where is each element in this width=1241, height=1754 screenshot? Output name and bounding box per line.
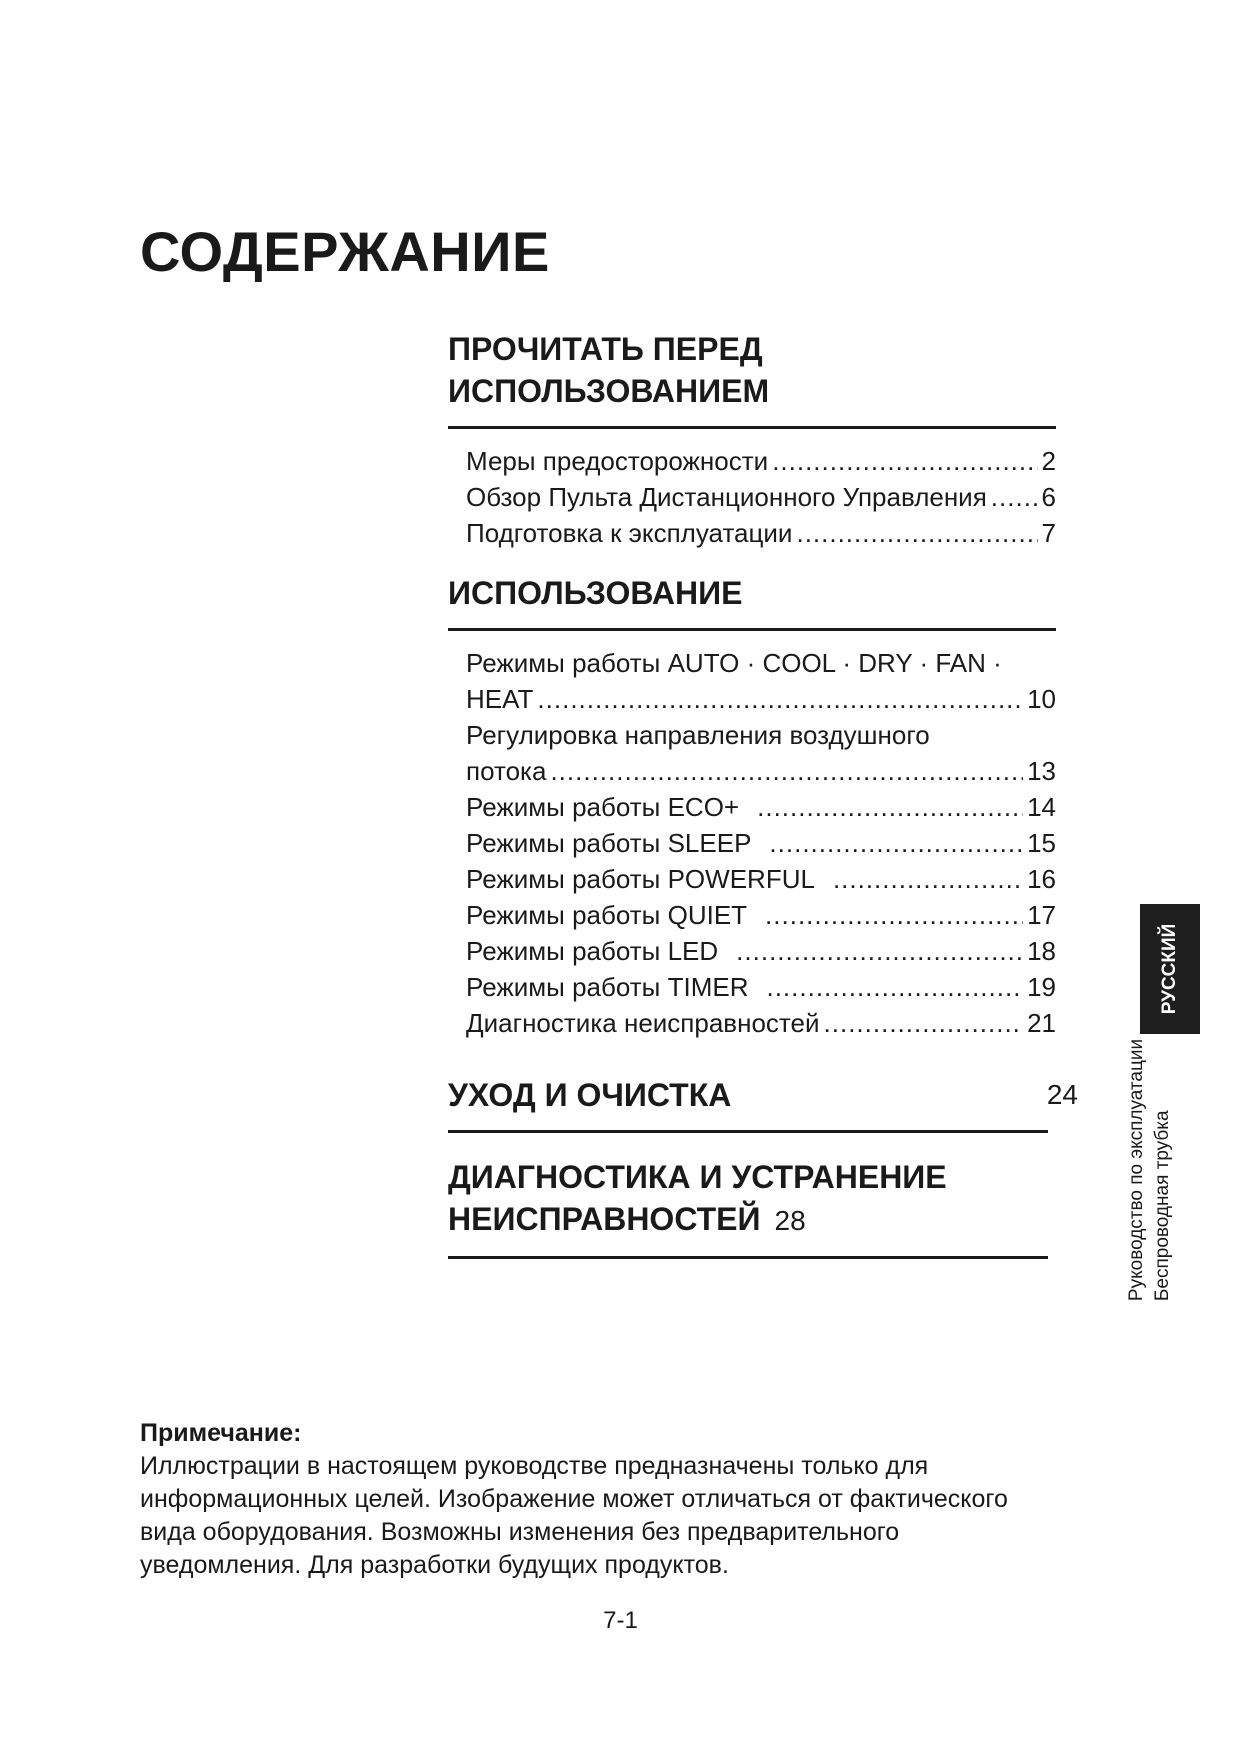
section-title-line: ИСПОЛЬЗОВАНИЕМ [448, 373, 770, 409]
section-usage [448, 572, 1056, 1041]
note [140, 1416, 1120, 1582]
section-title-line: ПРОЧИТАТЬ ПЕРЕД [448, 331, 763, 367]
toc-item[interactable] [466, 515, 1056, 551]
toc-item-label: Режимы работы TIMER [466, 972, 749, 1002]
toc-item-page: 19 [1027, 972, 1056, 1002]
toc-item[interactable] [466, 789, 1056, 825]
language-tab [1140, 904, 1200, 1034]
leader-dots [772, 443, 1037, 479]
toc-item[interactable] [466, 1005, 1056, 1041]
toc-item-label: Режимы работы LED [466, 936, 719, 966]
toc-item-page: 7 [1041, 518, 1056, 548]
leader-dots [766, 969, 1023, 1005]
side-caption-line: Беспроводная трубка [1152, 1110, 1173, 1302]
toc-item-page: 14 [1027, 792, 1056, 822]
section-title-line [448, 1198, 1048, 1242]
leader-dots [796, 515, 1037, 551]
side-caption-line: Руководство по эксплуатации [1126, 1038, 1147, 1302]
section-title [448, 328, 1056, 429]
section-care[interactable] [448, 1074, 1078, 1133]
section-title-line: ДИАГНОСТИКА И УСТРАНЕНИЕ [448, 1159, 947, 1195]
toc-item-line1[interactable]: Регулировка направления воздушного [466, 720, 930, 750]
note-title: Примечание: [140, 1419, 302, 1447]
toc-item-page: 10 [1027, 684, 1056, 714]
leader-dots [991, 479, 1038, 515]
toc-item[interactable] [466, 443, 1056, 479]
leader-dots [757, 789, 1023, 825]
leader-dots [769, 825, 1023, 861]
leader-dots [765, 897, 1023, 933]
toc-list [448, 631, 1056, 1041]
section-title-text: УХОД И ОЧИСТКА [448, 1077, 732, 1113]
toc-item-page: 6 [1041, 482, 1056, 512]
toc-item[interactable] [466, 825, 1056, 861]
leader-dots [736, 933, 1023, 969]
toc-item-label: Режимы работы SLEEP [466, 828, 752, 858]
toc-item[interactable] [466, 753, 1056, 789]
toc-item-line1[interactable]: Режимы работы AUTO · COOL · DRY · FAN · [466, 648, 1002, 678]
section-page: 28 [774, 1205, 806, 1236]
side-caption [1116, 1040, 1184, 1300]
toc-item-page: 18 [1027, 936, 1056, 966]
leader-dots [537, 681, 1023, 717]
section-page: 24 [1046, 1079, 1078, 1110]
toc-item-label: Режимы работы ECO+ [466, 792, 740, 822]
toc-item-page: 21 [1027, 1008, 1056, 1038]
toc-item-page: 16 [1027, 864, 1056, 894]
note-line: вида оборудования. Возможны изменения без предварительного [140, 1518, 900, 1546]
toc-item-label: HEAT [466, 684, 534, 714]
leader-dots [833, 861, 1023, 897]
note-text [140, 1450, 1120, 1582]
toc-item-page: 17 [1027, 900, 1056, 930]
toc-item[interactable] [466, 681, 1056, 717]
language-tab-label: РУССКИЙ [1159, 923, 1180, 1015]
toc-item[interactable] [466, 861, 1056, 897]
toc-item-label: Режимы работы POWERFUL [466, 864, 815, 894]
note-line: информационных целей. Изображение может отличаться от фактического [140, 1485, 1008, 1513]
toc-item-label: Обзор Пульта Дистанционного Управления [466, 482, 987, 512]
side-caption-text [1124, 1039, 1176, 1301]
leader-dots [550, 753, 1023, 789]
toc-item-label: Режимы работы QUIET [466, 900, 748, 930]
section-before-use [448, 328, 1056, 551]
toc-item[interactable] [466, 897, 1056, 933]
section-troubleshooting[interactable] [448, 1156, 1048, 1259]
toc-item[interactable] [466, 969, 1056, 1005]
toc-item[interactable] [466, 933, 1056, 969]
toc-item-page: 13 [1027, 756, 1056, 786]
toc-item-page: 2 [1041, 446, 1056, 476]
toc-item-label: Подготовка к эксплуатации [466, 518, 793, 548]
page-title: СОДЕРЖАНИЕ [140, 220, 550, 283]
leader-dots [824, 1005, 1024, 1041]
toc-item-label: Меры предосторожности [466, 446, 769, 476]
toc-item-label: потока [466, 756, 547, 786]
toc-item-label: Диагностика неисправностей [466, 1008, 820, 1038]
section-title [448, 1156, 1048, 1259]
toc-item[interactable] [466, 479, 1056, 515]
section-title [448, 1074, 1048, 1133]
section-title-text: НЕИСПРАВНОСТЕЙ [448, 1201, 761, 1237]
page-number: 7-1 [603, 1607, 638, 1634]
section-title: ИСПОЛЬЗОВАНИЕ [448, 572, 1056, 631]
note-line: уведомления. Для разработки будущих продуктов. [140, 1551, 729, 1579]
toc-item-page: 15 [1027, 828, 1056, 858]
toc-list [448, 429, 1056, 551]
note-line: Иллюстрации в настоящем руководстве предназначены только для [140, 1452, 929, 1480]
